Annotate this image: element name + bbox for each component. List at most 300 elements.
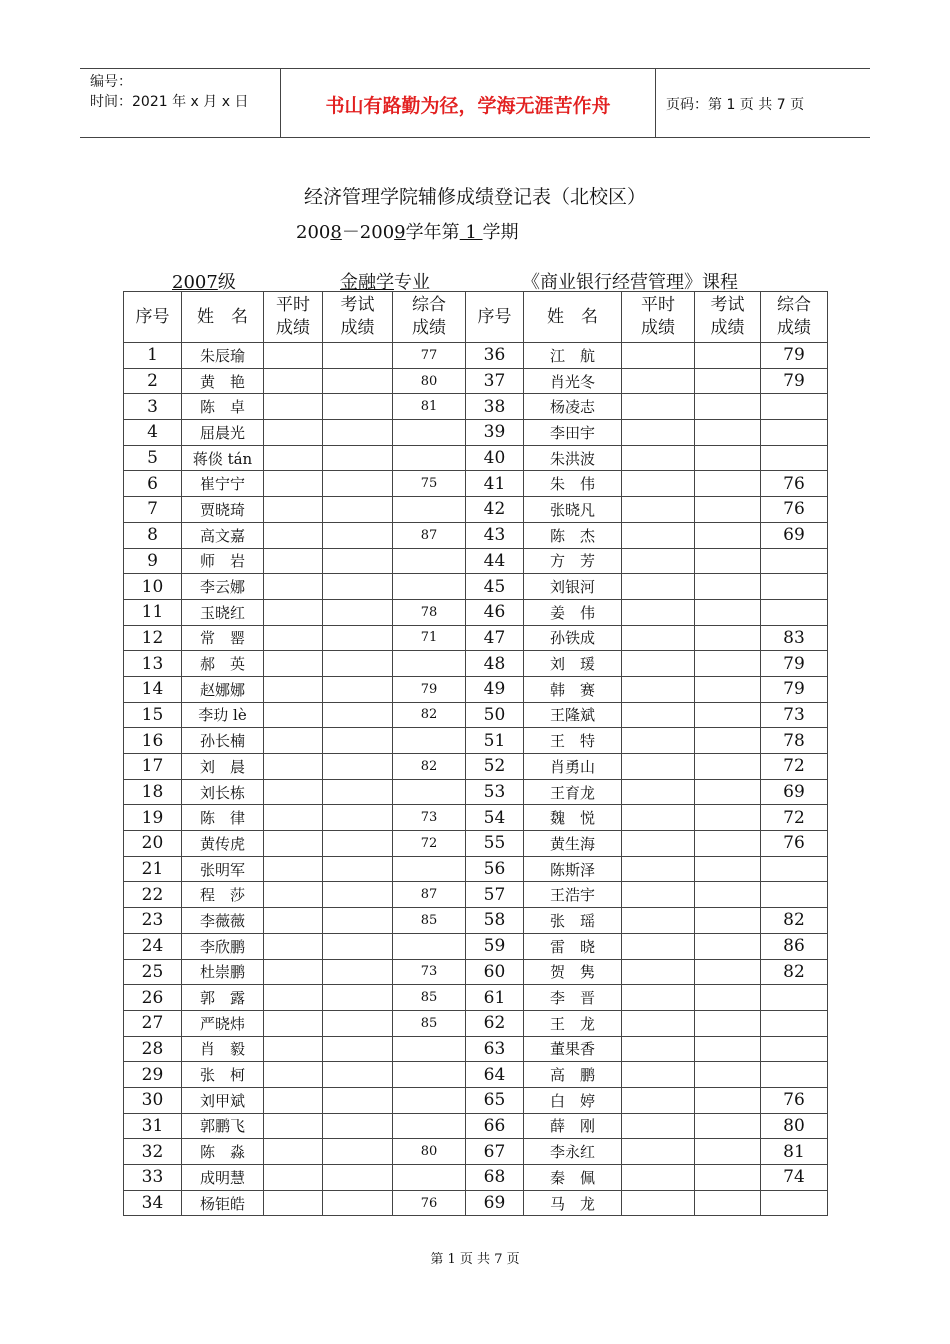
usual-score [622,1010,695,1036]
total-score: 72 [393,831,466,857]
total-score: 85 [393,1010,466,1036]
student-name: 刘长栋 [182,779,264,805]
total-score: 80 [393,1139,466,1165]
exam-score [695,1010,761,1036]
exam-score [695,728,761,754]
student-no: 40 [466,445,524,471]
exam-score [695,1165,761,1191]
usual-score [622,856,695,882]
student-no: 43 [466,522,524,548]
student-no: 50 [466,702,524,728]
student-name: 高文嘉 [182,522,264,548]
student-no: 51 [466,728,524,754]
total-score: 76 [761,497,828,523]
student-no: 48 [466,651,524,677]
total-score: 83 [761,625,828,651]
total-score [393,651,466,677]
usual-score [264,856,323,882]
usual-score [622,805,695,831]
term-end: 学期 [482,222,519,243]
table-row [124,394,828,420]
usual-score [622,548,695,574]
usual-score [622,728,695,754]
student-no: 20 [124,831,182,857]
col-exam-line1: 考试 [340,295,375,315]
usual-score [264,882,323,908]
student-name: 马 龙 [524,1190,622,1216]
total-score: 74 [761,1165,828,1191]
student-no: 58 [466,908,524,934]
student-name: 刘 晨 [182,754,264,780]
student-name: 雷 晓 [524,933,622,959]
total-score [393,728,466,754]
table-row [124,985,828,1011]
total-score [393,1087,466,1113]
total-score: 69 [761,779,828,805]
student-name: 师 岩 [182,548,264,574]
total-score [393,933,466,959]
total-score: 82 [393,754,466,780]
exam-score [323,754,393,780]
student-name: 薛 刚 [524,1113,622,1139]
student-name: 孙长楠 [182,728,264,754]
header-page-cell [656,69,870,137]
student-no: 60 [466,959,524,985]
student-name: 王 特 [524,728,622,754]
student-no: 45 [466,574,524,600]
student-no: 62 [466,1010,524,1036]
total-score [761,394,828,420]
exam-score [695,779,761,805]
student-no: 54 [466,805,524,831]
student-no: 31 [124,1113,182,1139]
exam-score [695,831,761,857]
total-score: 79 [761,368,828,394]
student-name: 朱 伟 [524,471,622,497]
total-score: 82 [393,702,466,728]
exam-score [323,702,393,728]
usual-score [264,779,323,805]
exam-score [323,908,393,934]
exam-score [323,1087,393,1113]
usual-score [622,625,695,651]
student-name: 陈斯泽 [524,856,622,882]
term-dash: －200 [341,222,395,243]
student-name: 韩 赛 [524,676,622,702]
exam-score [695,420,761,446]
term-year2-digit: 9 [394,222,406,243]
usual-score [622,574,695,600]
exam-score [695,548,761,574]
usual-score [622,908,695,934]
usual-score [264,676,323,702]
exam-score [323,959,393,985]
student-name: 孙铁成 [524,625,622,651]
page-header [80,68,870,138]
table-row [124,1036,828,1062]
exam-score [323,420,393,446]
exam-score [323,574,393,600]
total-score: 79 [761,651,828,677]
exam-score [695,445,761,471]
usual-score [264,728,323,754]
usual-score [622,1139,695,1165]
total-score: 73 [761,702,828,728]
total-score [761,445,828,471]
table-row [124,908,828,934]
total-score [393,1165,466,1191]
col-total-left [393,292,466,343]
col-exam-line2: 成绩 [710,318,745,338]
exam-score [695,522,761,548]
exam-score [323,394,393,420]
student-no: 19 [124,805,182,831]
student-no: 63 [466,1036,524,1062]
exam-score [695,702,761,728]
total-score: 81 [761,1139,828,1165]
table-row [124,368,828,394]
exam-score [695,1113,761,1139]
exam-score [695,882,761,908]
table-row [124,497,828,523]
student-no: 7 [124,497,182,523]
exam-score [323,522,393,548]
header-meta-cell [80,69,280,137]
total-score: 80 [393,368,466,394]
table-row [124,702,828,728]
exam-score [323,933,393,959]
table-row [124,882,828,908]
student-no: 69 [466,1190,524,1216]
table-row [124,1113,828,1139]
total-score: 72 [761,805,828,831]
student-name: 张明军 [182,856,264,882]
col-usual-right [622,292,695,343]
student-no: 59 [466,933,524,959]
student-no: 38 [466,394,524,420]
usual-score [264,599,323,625]
total-score: 78 [761,728,828,754]
usual-score [264,445,323,471]
student-name: 李欣鹏 [182,933,264,959]
student-no: 42 [466,497,524,523]
exam-score [323,343,393,369]
exam-score [695,368,761,394]
exam-score [695,1139,761,1165]
student-no: 3 [124,394,182,420]
student-name: 刘 瑗 [524,651,622,677]
col-usual-line2: 成绩 [276,318,310,338]
col-usual-line2: 成绩 [641,318,675,338]
table-body [124,343,828,1216]
student-name: 贾晓琦 [182,497,264,523]
student-no: 34 [124,1190,182,1216]
usual-score [622,676,695,702]
total-score [393,574,466,600]
student-name: 江 航 [524,343,622,369]
total-score [393,420,466,446]
total-score: 72 [761,754,828,780]
student-no: 8 [124,522,182,548]
total-score: 82 [761,908,828,934]
exam-score [323,856,393,882]
student-name: 蒋倓 tán [182,445,264,471]
page-footer: 第 1 页 共 7 页 [430,1252,520,1267]
exam-score [695,959,761,985]
table-row [124,959,828,985]
student-name: 屈晨光 [182,420,264,446]
exam-score [695,574,761,600]
col-no-left: 序号 [124,292,182,343]
exam-score [695,985,761,1011]
usual-score [622,933,695,959]
student-name: 常 罂 [182,625,264,651]
table-row [124,1165,828,1191]
student-no: 2 [124,368,182,394]
col-total-right [761,292,828,343]
student-name: 陈 卓 [182,394,264,420]
student-no: 14 [124,676,182,702]
col-exam-left [323,292,393,343]
usual-score [264,1010,323,1036]
student-name: 秦 佩 [524,1165,622,1191]
student-no: 21 [124,856,182,882]
usual-score [264,1165,323,1191]
header-page-label: 页码：第 1 页 共 7 页 [666,97,805,113]
exam-score [323,676,393,702]
total-score: 79 [393,676,466,702]
col-usual-line1: 平时 [641,295,675,315]
exam-score [695,599,761,625]
usual-score [264,1062,323,1088]
usual-score [622,522,695,548]
usual-score [622,1036,695,1062]
usual-score [622,343,695,369]
student-name: 肖勇山 [524,754,622,780]
student-no: 37 [466,368,524,394]
student-no: 33 [124,1165,182,1191]
doc-time-label: 时间：2021 年 x 月 x 日 [90,94,249,110]
student-name: 成明慧 [182,1165,264,1191]
student-no: 6 [124,471,182,497]
student-name: 陈 杰 [524,522,622,548]
exam-score [695,625,761,651]
exam-score [695,856,761,882]
table-row [124,625,828,651]
total-score [761,574,828,600]
header-motto-cell [280,69,656,137]
student-no: 18 [124,779,182,805]
total-score [393,1036,466,1062]
total-score [393,497,466,523]
student-name: 贺 隽 [524,959,622,985]
usual-score [264,548,323,574]
student-no: 26 [124,985,182,1011]
total-score: 85 [393,908,466,934]
usual-score [264,471,323,497]
exam-score [323,548,393,574]
student-name: 白 婷 [524,1087,622,1113]
exam-score [695,651,761,677]
student-no: 39 [466,420,524,446]
exam-score [695,754,761,780]
student-no: 41 [466,471,524,497]
usual-score [622,1062,695,1088]
table-row [124,1087,828,1113]
term-mid: 学年第 [405,222,460,243]
course-label: 《商业银行经营管理》课程 [522,272,738,293]
table-header-row [124,292,828,343]
student-name: 杨钜皓 [182,1190,264,1216]
table-row [124,754,828,780]
total-score: 69 [761,522,828,548]
student-no: 67 [466,1139,524,1165]
total-score: 87 [393,882,466,908]
col-total-line1: 综合 [777,295,811,315]
usual-score [264,985,323,1011]
student-no: 12 [124,625,182,651]
student-no: 55 [466,831,524,857]
exam-score [695,343,761,369]
exam-score [323,625,393,651]
student-name: 严晓炜 [182,1010,264,1036]
term-number: 1 [459,222,483,243]
student-no: 56 [466,856,524,882]
grade-table [123,291,828,1216]
usual-score [622,1087,695,1113]
total-score: 79 [761,676,828,702]
student-name: 肖光冬 [524,368,622,394]
usual-score [264,1113,323,1139]
col-total-line2: 成绩 [777,318,811,338]
student-name: 朱辰瑜 [182,343,264,369]
total-score [393,1062,466,1088]
total-score [761,1036,828,1062]
student-no: 17 [124,754,182,780]
exam-score [695,471,761,497]
total-score: 87 [393,522,466,548]
total-score [761,420,828,446]
student-name: 王 龙 [524,1010,622,1036]
student-no: 28 [124,1036,182,1062]
student-no: 25 [124,959,182,985]
total-score: 73 [393,959,466,985]
student-name: 陈 律 [182,805,264,831]
student-name: 郭 露 [182,985,264,1011]
exam-score [323,1165,393,1191]
major-suffix: 专业 [394,272,430,293]
exam-score [323,1113,393,1139]
table-row [124,1139,828,1165]
total-score [761,1010,828,1036]
student-name: 方 芳 [524,548,622,574]
student-name: 玉晓红 [182,599,264,625]
col-total-line2: 成绩 [412,318,446,338]
student-name: 赵娜娜 [182,676,264,702]
usual-score [264,651,323,677]
student-name: 杨凌志 [524,394,622,420]
student-no: 5 [124,445,182,471]
student-name: 刘银河 [524,574,622,600]
term-year1-digit: 8 [330,222,342,243]
student-name: 陈 淼 [182,1139,264,1165]
student-no: 52 [466,754,524,780]
student-no: 44 [466,548,524,574]
usual-score [264,959,323,985]
total-score [393,1113,466,1139]
col-total-line1: 综合 [412,295,446,315]
exam-score [323,1036,393,1062]
student-no: 57 [466,882,524,908]
table-row [124,1062,828,1088]
table-row [124,420,828,446]
total-score: 78 [393,599,466,625]
student-no: 68 [466,1165,524,1191]
student-no: 30 [124,1087,182,1113]
student-no: 13 [124,651,182,677]
usual-score [264,625,323,651]
usual-score [264,831,323,857]
exam-score [323,497,393,523]
total-score: 76 [761,1087,828,1113]
student-no: 27 [124,1010,182,1036]
usual-score [622,831,695,857]
student-name: 王育龙 [524,779,622,805]
grade-suffix: 级 [217,272,236,293]
exam-score [323,882,393,908]
usual-score [264,1139,323,1165]
student-name: 李田宇 [524,420,622,446]
student-name: 刘甲斌 [182,1087,264,1113]
usual-score [622,754,695,780]
table-row [124,933,828,959]
usual-score [622,445,695,471]
exam-score [695,676,761,702]
usual-score [264,343,323,369]
table-row [124,1190,828,1216]
usual-score [264,497,323,523]
total-score: 80 [761,1113,828,1139]
total-score [761,856,828,882]
usual-score [264,754,323,780]
usual-score [264,702,323,728]
academic-term [296,218,519,244]
exam-score [323,985,393,1011]
usual-score [264,522,323,548]
total-score [761,599,828,625]
student-no: 36 [466,343,524,369]
exam-score [323,728,393,754]
student-no: 16 [124,728,182,754]
exam-score [323,1010,393,1036]
usual-score [264,394,323,420]
student-name: 程 莎 [182,882,264,908]
student-name: 张 柯 [182,1062,264,1088]
student-name: 朱洪波 [524,445,622,471]
student-name: 王浩宇 [524,882,622,908]
exam-score [323,1139,393,1165]
total-score: 76 [761,831,828,857]
table-row [124,599,828,625]
total-score [761,1062,828,1088]
exam-score [323,1062,393,1088]
student-no: 23 [124,908,182,934]
total-score [761,1190,828,1216]
table-row [124,522,828,548]
total-score: 73 [393,805,466,831]
usual-score [264,805,323,831]
col-name-right: 姓 名 [524,292,622,343]
